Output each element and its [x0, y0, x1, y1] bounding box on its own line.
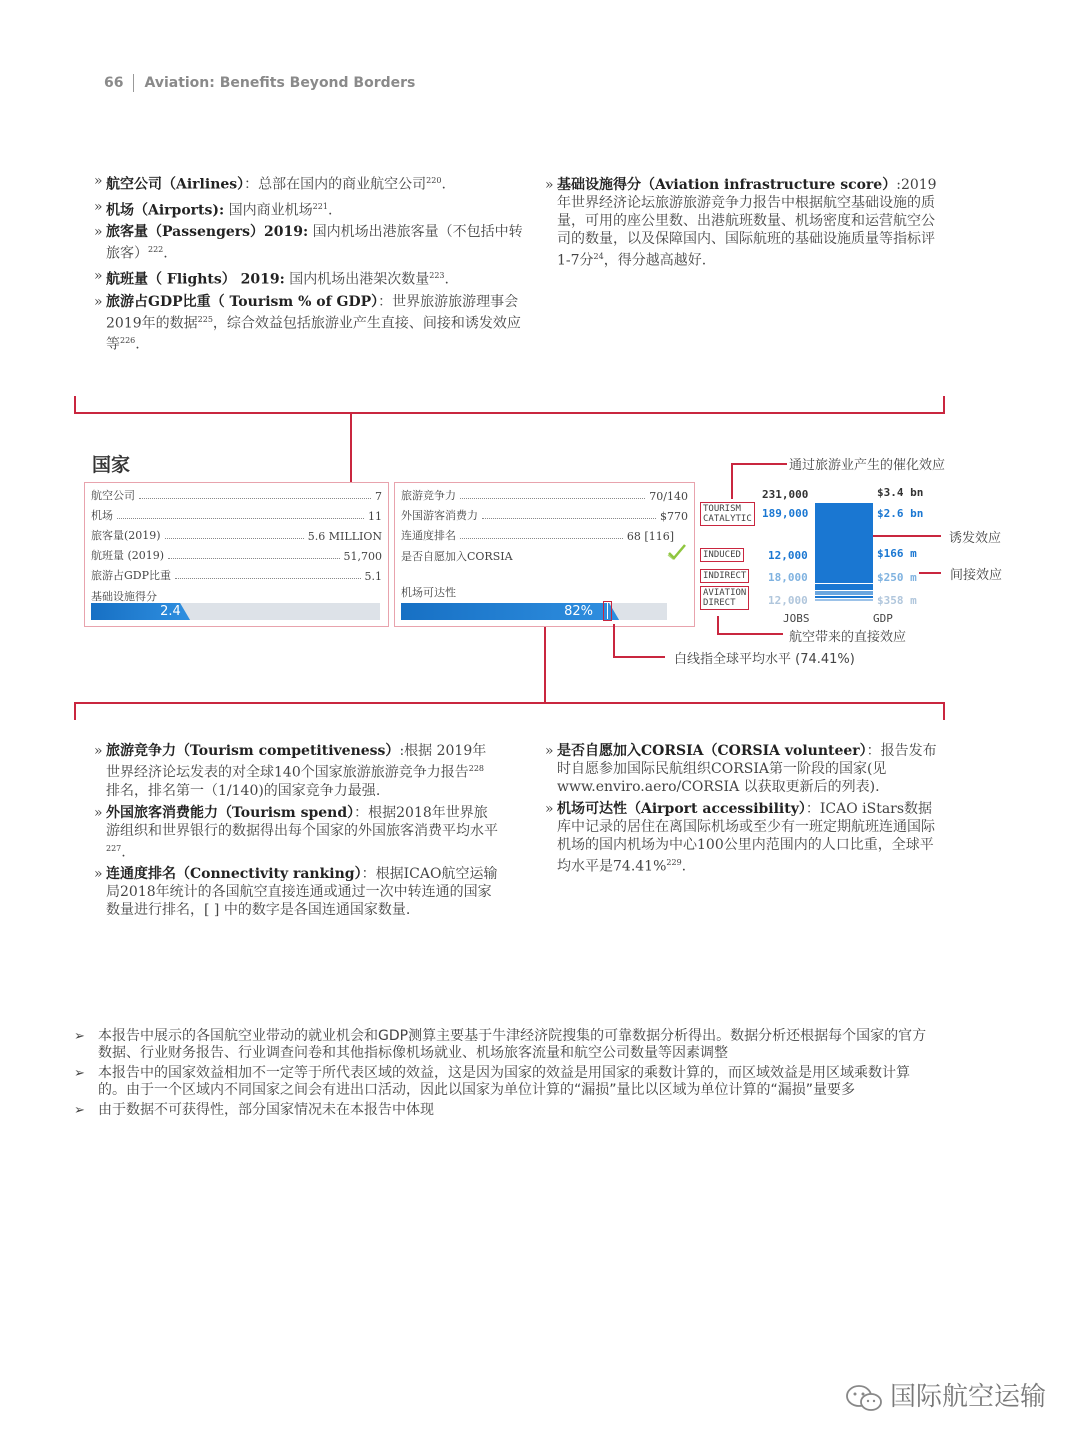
direct-jobs: 12,000	[768, 594, 808, 607]
tourism-segment	[815, 503, 873, 583]
stat-row-airlines: 航空公司 7	[91, 489, 382, 503]
country-stats-panel	[84, 482, 389, 627]
jobs-total: 231,000	[762, 488, 809, 501]
def-airport-accessibility: » 机场可达性（Airport accessibility）：ICAO iStars数据库中记录的居住在离国际机场或至少有一班定期航班连通国际机场的国内机场为中心100公里内范围内的人口比重，全球平均水平是74.41%$^{229}$.	[545, 800, 941, 876]
direct-leader-v	[717, 616, 719, 634]
note-item: ➢ 本报告中展示的各国航空业带动的就业机会和GDP测算主要基于牛津经济院搜集的可靠数据分析得出。数据分析还根据每个国家的官方数据、行业财务报告、行业调查问卷和其他指标像机场就业、机场旅客流量和航空公司数量等因素调整	[74, 1028, 934, 1062]
indirect-jobs: 18,000	[768, 571, 808, 584]
catalytic-annotation: 通过旅游业产生的催化效应	[789, 458, 946, 473]
indirect-segment	[815, 591, 873, 595]
induced-segment	[815, 584, 873, 590]
direct-annotation: 航空带来的直接效应	[789, 630, 907, 645]
stat-row-airports: 机场 11	[91, 509, 382, 523]
infra-score-bar	[91, 603, 380, 620]
bottom-bracket-right-tick	[943, 702, 945, 720]
stat-row-tourism-competitiveness: 旅游竞争力 70/140	[401, 489, 688, 503]
header-divider	[133, 74, 134, 92]
def-corsia: » 是否自愿加入CORSIA（CORSIA volunteer）：报告发布时自愿参加国际民航组织CORSIA第一阶段的国家(见 www.enviro.aero/CORSIA 以获取更新后的列表).	[545, 742, 941, 796]
check-mark-icon	[667, 543, 687, 561]
bottom-bracket-left-tick	[74, 702, 76, 720]
airport-access-value: 82%	[564, 604, 594, 619]
definitions-bottom-left	[94, 742, 499, 923]
gdp-column-label: GDP	[873, 612, 893, 625]
def-tourism-competitiveness: » 旅游竞争力（Tourism competitiveness）:根据 2019年世界经济论坛发表的对全球140个国家旅游旅游竞争力报告$^{228}$ 排名，排名第一（1/140)的国家竞争力最强.	[94, 742, 499, 800]
top-bracket-right-tick	[943, 396, 945, 414]
airport-access-bar	[401, 603, 667, 620]
tourism-catalytic-label: TOURISM CATALYTIC	[700, 502, 755, 526]
direct-segment-a	[815, 596, 873, 598]
watermark	[844, 1376, 1046, 1413]
definitions-top-right	[545, 176, 945, 274]
airport-access-label: 机场可达性	[401, 586, 456, 599]
induced-gdp: $166 m	[877, 547, 917, 560]
direct-leader-h	[717, 633, 783, 635]
induced-jobs: 12,000	[768, 549, 808, 562]
bottom-connector	[544, 627, 546, 703]
page-number: 66	[104, 75, 124, 91]
tourism-gdp: $2.6 bn	[877, 507, 924, 520]
jobs-column-label: JOBS	[783, 612, 810, 625]
stat-row-tourism-gdp: 旅游占GDP比重 5.1	[91, 569, 382, 583]
notes-list	[74, 1028, 934, 1122]
def-infrastructure-score: » 基础设施得分（Aviation infrastructure score）:2019年世界经济论坛旅游旅游竞争力报告中根据航空基础设施的质量，可用的座公里数、出港航班数量、机场密度和运营航空公司的数量，以及保障国内、国际航班的基础设施质量等指标评1-7分$^{24}$，得分越高越好.	[545, 176, 945, 270]
stat-row-corsia: 是否自愿加入CORSIA	[401, 550, 513, 563]
global-average-marker	[603, 601, 612, 621]
top-connector	[350, 412, 352, 482]
note-item: ➢ 由于数据不可获得性，部分国家情况未在本报告中体现	[74, 1102, 934, 1119]
direct-segment-b	[815, 599, 873, 601]
catalytic-leader-h	[731, 463, 787, 465]
tourism-jobs: 189,000	[762, 507, 809, 520]
def-connectivity: » 连通度排名（Connectivity ranking）：根据ICAO航空运输局2018年统计的各国航空直接连通或通过一次中转连通的国家数量进行排名，[ ] 中的数字是各国连通国家数量.	[94, 865, 499, 919]
country-title: 国家	[92, 454, 131, 476]
induced-leader	[873, 535, 941, 537]
note-item: ➢ 本报告中的国家效益相加不一定等于所代表区域的效益，这是因为国家的效益是用国家的乘数计算的，而区域效益是用区域乘数计算的。由于一个区域内不同国家之间会有进出口活动，因此以国家为单位计算的“漏损”量比以区域为单位计算的“漏损”量要多	[74, 1065, 934, 1099]
wechat-icon	[844, 1383, 884, 1413]
report-title: Aviation: Benefits Beyond Borders	[144, 75, 416, 91]
watermark-text: 国际航空运输	[889, 1382, 1046, 1412]
jobs-stack-bar	[815, 500, 875, 610]
page-header	[104, 74, 415, 92]
def-tourism-spend: » 外国旅客消费能力（Tourism spend）：根据2018年世界旅游组织和世界银行的数据得出每个国家的外国旅客消费平均水平$^{227}$.	[94, 804, 499, 862]
def-flights: » 航班量（ Flights） 2019: 国内机场出港架次数量$^{223}$.	[94, 267, 534, 289]
stat-row-tourism-spend: 外国游客消费力 $770	[401, 509, 688, 523]
indirect-annotation: 间接效应	[950, 568, 1003, 583]
stat-row-flights: 航班量 (2019) 51,700	[91, 549, 382, 563]
definitions-bottom-right	[545, 742, 941, 880]
stat-row-connectivity: 连通度排名 68 [116]	[401, 529, 674, 543]
def-tourism-gdp: » 旅游占GDP比重（ Tourism % of GDP）：世界旅游旅游理事会2019年的数据$^{225}$，综合效益包括旅游业产生直接、间接和诱发效应等$^{226}$.	[94, 293, 534, 354]
gdp-total: $3.4 bn	[877, 486, 924, 499]
induced-annotation: 诱发效应	[949, 531, 1002, 546]
tourism-stats-panel	[394, 482, 695, 627]
indirect-gdp: $250 m	[877, 571, 917, 584]
def-passengers: » 旅客量（Passengers）2019: 国内机场出港旅客量（不包括中转旅客）$^{222}$.	[94, 223, 534, 263]
induced-label: INDUCED	[700, 548, 744, 562]
white-line-leader-v	[613, 624, 615, 658]
def-airlines: » 航空公司（Airlines）：总部在国内的商业航空公司$^{220}$.	[94, 172, 534, 194]
white-line-leader-h	[613, 656, 665, 658]
indirect-label: INDIRECT	[700, 569, 749, 583]
infra-score-label: 基础设施得分	[91, 590, 157, 603]
economic-impact-chart	[697, 450, 1067, 670]
definitions-top-left	[94, 172, 534, 358]
white-line-annotation: 白线指全球平均水平 (74.41%)	[674, 652, 855, 667]
stat-row-passengers: 旅客量(2019) 5.6 MILLION	[91, 529, 382, 543]
infra-score-value: 2.4	[160, 604, 181, 619]
top-bracket-line	[74, 412, 945, 414]
indirect-leader	[919, 572, 941, 574]
catalytic-leader-v	[731, 463, 733, 499]
aviation-direct-label: AVIATION DIRECT	[700, 586, 749, 610]
direct-gdp: $358 m	[877, 594, 917, 607]
bottom-bracket-line	[74, 702, 945, 704]
def-airports: » 机场（Airports): 国内商业机场$^{221}$.	[94, 198, 534, 220]
